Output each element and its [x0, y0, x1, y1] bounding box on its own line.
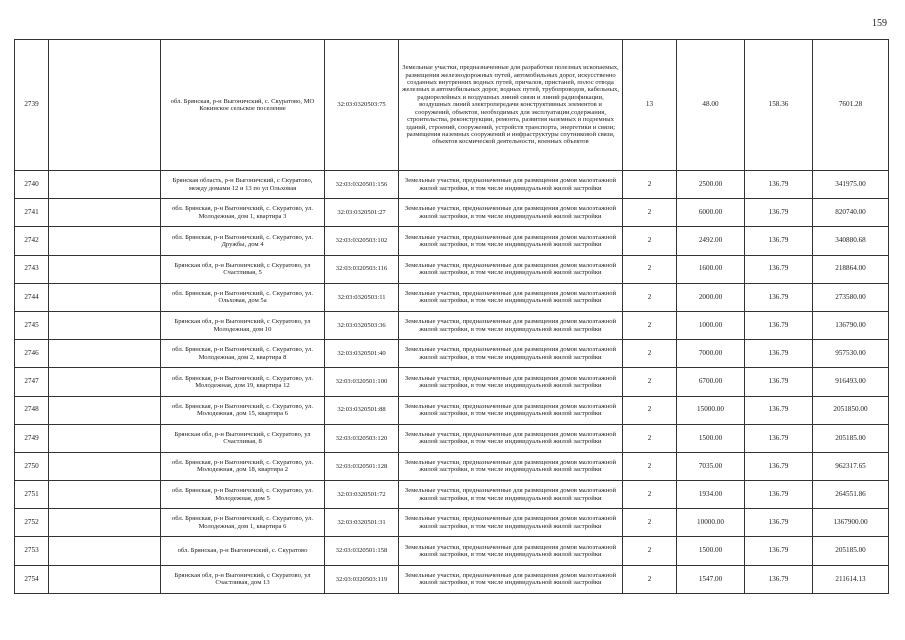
cadastral-number-cell: 32:03:0320503:102: [325, 227, 399, 255]
blank-cell: [49, 40, 161, 171]
purpose-cell: Земельные участки, предназначенные для размещения домов малоэтажной жилой застройки, в том числе индивидуальной жилой застройки: [399, 565, 623, 593]
rate-cell: 136.79: [745, 396, 813, 424]
blank-cell: [49, 424, 161, 452]
purpose-cell: Земельные участки, предназначенные для размещения домов малоэтажной жилой застройки, в том числе индивидуальной жилой застройки: [399, 283, 623, 311]
row-number: 2745: [15, 311, 49, 339]
land-type-cell: 2: [623, 311, 677, 339]
purpose-cell: Земельные участки, предназначенные для размещения домов малоэтажной жилой застройки, в том числе индивидуальной жилой застройки: [399, 227, 623, 255]
land-type-cell: 2: [623, 368, 677, 396]
table-row: [15, 199, 889, 227]
rate-cell: 136.79: [745, 171, 813, 199]
blank-cell: [49, 311, 161, 339]
address-cell: обл. Брянская, р-н Выгоничский, с. Скуратово, МО Кокинское сельское поселение: [161, 40, 325, 171]
purpose-cell: Земельные участки, предназначенные для размещения домов малоэтажной жилой застройки, в том числе индивидуальной жилой застройки: [399, 340, 623, 368]
area-cell: 2500.00: [677, 171, 745, 199]
purpose-cell: Земельные участки, предназначенные для размещения домов малоэтажной жилой застройки, в том числе индивидуальной жилой застройки: [399, 171, 623, 199]
page-number: 159: [872, 18, 887, 29]
table-row: [15, 481, 889, 509]
row-number: 2741: [15, 199, 49, 227]
cost-cell: 2051850.00: [813, 396, 889, 424]
area-cell: 1934.00: [677, 481, 745, 509]
row-number: 2748: [15, 396, 49, 424]
cadastral-number-cell: 32:03:0320501:72: [325, 481, 399, 509]
row-number: 2743: [15, 255, 49, 283]
table-row: [15, 255, 889, 283]
area-cell: 1547.00: [677, 565, 745, 593]
row-number: 2739: [15, 40, 49, 171]
address-cell: обл. Брянская, р-н Выгоничский, с. Скуратово, ул. Молодежная, дом 18, квартира 2: [161, 452, 325, 480]
row-number: 2740: [15, 171, 49, 199]
purpose-cell: Земельные участки, предназначенные для размещения домов малоэтажной жилой застройки, в том числе индивидуальной жилой застройки: [399, 537, 623, 565]
area-cell: 1600.00: [677, 255, 745, 283]
area-cell: 48.00: [677, 40, 745, 171]
cost-cell: 340880.68: [813, 227, 889, 255]
rate-cell: 136.79: [745, 452, 813, 480]
address-cell: обл. Брянская, р-н Выгоничский, с. Скуратово: [161, 537, 325, 565]
rate-cell: 158.36: [745, 40, 813, 171]
purpose-cell: Земельные участки, предназначенные для размещения домов малоэтажной жилой застройки, в том числе индивидуальной жилой застройки: [399, 424, 623, 452]
cadastral-number-cell: 32:03:0320503:119: [325, 565, 399, 593]
cost-cell: 205185.00: [813, 537, 889, 565]
row-number: 2746: [15, 340, 49, 368]
table-body: [15, 40, 889, 594]
table-row: [15, 171, 889, 199]
row-number: 2747: [15, 368, 49, 396]
table-row: [15, 509, 889, 537]
land-type-cell: 2: [623, 283, 677, 311]
cadastral-number-cell: 32:03:0320503:11: [325, 283, 399, 311]
rate-cell: 136.79: [745, 340, 813, 368]
purpose-cell: Земельные участки, предназначенные для размещения домов малоэтажной жилой застройки, в том числе индивидуальной жилой застройки: [399, 368, 623, 396]
rate-cell: 136.79: [745, 424, 813, 452]
blank-cell: [49, 171, 161, 199]
blank-cell: [49, 227, 161, 255]
land-type-cell: 2: [623, 340, 677, 368]
land-type-cell: 2: [623, 171, 677, 199]
purpose-cell: Земельные участки, предназначенные для размещения домов малоэтажной жилой застройки, в том числе индивидуальной жилой застройки: [399, 509, 623, 537]
cadastral-number-cell: 32:03:0320501:31: [325, 509, 399, 537]
area-cell: 1000.00: [677, 311, 745, 339]
area-cell: 2492.00: [677, 227, 745, 255]
row-number: 2751: [15, 481, 49, 509]
address-cell: Брянская обл, р-н Выгоничский, с Скуратово, ул Молодежная, дом 10: [161, 311, 325, 339]
area-cell: 7035.00: [677, 452, 745, 480]
blank-cell: [49, 396, 161, 424]
row-number: 2744: [15, 283, 49, 311]
address-cell: обл. Брянская, р-н Выгоничский, с. Скуратово, ул. Молодежная, дом 15, квартира 6: [161, 396, 325, 424]
cost-cell: 820740.00: [813, 199, 889, 227]
table-row: [15, 311, 889, 339]
purpose-cell: Земельные участки, предназначенные для размещения домов малоэтажной жилой застройки, в том числе индивидуальной жилой застройки: [399, 396, 623, 424]
cadastral-number-cell: 32:03:0320501:27: [325, 199, 399, 227]
cadastral-number-cell: 32:03:0320501:158: [325, 537, 399, 565]
address-cell: обл. Брянская, р-н Выгоничский, с. Скуратово, ул. Молодежная, дом 19, квартира 12: [161, 368, 325, 396]
purpose-cell: Земельные участки, предназначенные для размещения домов малоэтажной жилой застройки, в том числе индивидуальной жилой застройки: [399, 481, 623, 509]
cadastral-number-cell: 32:03:0320501:40: [325, 340, 399, 368]
land-type-cell: 2: [623, 452, 677, 480]
table-row: [15, 537, 889, 565]
blank-cell: [49, 481, 161, 509]
address-cell: обл. Брянская, р-н Выгоничский, с. Скуратово, ул. Молодежная, дом 1, квартира 6: [161, 509, 325, 537]
cadastral-value-table: [14, 39, 889, 594]
area-cell: 2000.00: [677, 283, 745, 311]
cost-cell: 273580.00: [813, 283, 889, 311]
land-type-cell: 2: [623, 255, 677, 283]
table-row: [15, 40, 889, 171]
rate-cell: 136.79: [745, 227, 813, 255]
land-type-cell: 2: [623, 537, 677, 565]
cost-cell: 136790.00: [813, 311, 889, 339]
blank-cell: [49, 509, 161, 537]
rate-cell: 136.79: [745, 509, 813, 537]
rate-cell: 136.79: [745, 481, 813, 509]
rate-cell: 136.79: [745, 199, 813, 227]
cost-cell: 962317.65: [813, 452, 889, 480]
table-row: [15, 227, 889, 255]
cost-cell: 205185.00: [813, 424, 889, 452]
purpose-cell: Земельные участки, предназначенные для размещения домов малоэтажной жилой застройки, в том числе индивидуальной жилой застройки: [399, 452, 623, 480]
cost-cell: 7601.28: [813, 40, 889, 171]
area-cell: 7000.00: [677, 340, 745, 368]
land-type-cell: 2: [623, 481, 677, 509]
row-number: 2749: [15, 424, 49, 452]
row-number: 2754: [15, 565, 49, 593]
row-number: 2750: [15, 452, 49, 480]
address-cell: Брянская обл, р-н Выгоничский, с Скуратово, ул Счастливая, 8: [161, 424, 325, 452]
table-row: [15, 452, 889, 480]
area-cell: 6000.00: [677, 199, 745, 227]
rate-cell: 136.79: [745, 565, 813, 593]
blank-cell: [49, 452, 161, 480]
rate-cell: 136.79: [745, 368, 813, 396]
table-row: [15, 565, 889, 593]
land-type-cell: 2: [623, 565, 677, 593]
cadastral-number-cell: 32:03:0320501:100: [325, 368, 399, 396]
area-cell: 6700.00: [677, 368, 745, 396]
blank-cell: [49, 565, 161, 593]
blank-cell: [49, 199, 161, 227]
area-cell: 15000.00: [677, 396, 745, 424]
blank-cell: [49, 283, 161, 311]
cadastral-number-cell: 32:03:0320503:116: [325, 255, 399, 283]
address-cell: обл. Брянская, р-н Выгоничский, с. Скуратово, ул. Молодежная, дом 1, квартира 3: [161, 199, 325, 227]
cost-cell: 916493.00: [813, 368, 889, 396]
table-row: [15, 424, 889, 452]
table-row: [15, 283, 889, 311]
rate-cell: 136.79: [745, 255, 813, 283]
cost-cell: 264551.86: [813, 481, 889, 509]
area-cell: 1500.00: [677, 537, 745, 565]
cost-cell: 957530.00: [813, 340, 889, 368]
rate-cell: 136.79: [745, 283, 813, 311]
table-row: [15, 368, 889, 396]
blank-cell: [49, 340, 161, 368]
address-cell: обл. Брянская, р-н Выгоничский, с. Скуратово, ул. Молодежная, дом 5: [161, 481, 325, 509]
blank-cell: [49, 368, 161, 396]
blank-cell: [49, 255, 161, 283]
area-cell: 1500.00: [677, 424, 745, 452]
area-cell: 10000.00: [677, 509, 745, 537]
cost-cell: 341975.00: [813, 171, 889, 199]
land-type-cell: 2: [623, 199, 677, 227]
address-cell: обл. Брянская, р-н Выгоничский, с. Скуратово, ул. Ольховая, дом 5а: [161, 283, 325, 311]
cadastral-number-cell: 32:03:0320501:88: [325, 396, 399, 424]
cost-cell: 218864.00: [813, 255, 889, 283]
land-type-cell: 2: [623, 424, 677, 452]
blank-cell: [49, 537, 161, 565]
address-cell: Брянская область, р-н Выгоничский, с Скуратово, между домами 12 и 13 по ул Ольховая: [161, 171, 325, 199]
purpose-cell: Земельные участки, предназначенные для разработки полезных ископаемых, размещения железнодорожных путей, автомобильных дорог, искусственно созданных внутренних водных путей, причалов, пристаней, полос отвода железных и автомобильных дорог, водных путей, трубопроводов, кабельных, радиорелейных и воздушных линий связи и линий радиофикации, воздушных линий электропередачи конструктивных элементов и сооружений, объектов, необходимых для эксплуатации,содержания, строительства, реконструкции, ремонта, развития наземных и подземных зданий, строений, сооружений, устройств транспорта, энергетики и связи; размещения наземных сооружений и инфраструктуры спутниковой связи, объектов космической деятельности, военных объектов: [399, 40, 623, 171]
purpose-cell: Земельные участки, предназначенные для размещения домов малоэтажной жилой застройки, в том числе индивидуальной жилой застройки: [399, 311, 623, 339]
land-type-cell: 13: [623, 40, 677, 171]
cadastral-number-cell: 32:03:0320503:75: [325, 40, 399, 171]
address-cell: обл. Брянская, р-н Выгоничский, с. Скуратово, ул. Молодежная, дом 2, квартира 8: [161, 340, 325, 368]
cadastral-number-cell: 32:03:0320503:120: [325, 424, 399, 452]
table-row: [15, 396, 889, 424]
row-number: 2742: [15, 227, 49, 255]
rate-cell: 136.79: [745, 537, 813, 565]
land-type-cell: 2: [623, 509, 677, 537]
cadastral-number-cell: 32:03:0320503:36: [325, 311, 399, 339]
rate-cell: 136.79: [745, 311, 813, 339]
cadastral-number-cell: 32:03:0320501:156: [325, 171, 399, 199]
purpose-cell: Земельные участки, предназначенные для размещения домов малоэтажной жилой застройки, в том числе индивидуальной жилой застройки: [399, 255, 623, 283]
purpose-cell: Земельные участки, предназначенные для размещения домов малоэтажной жилой застройки, в том числе индивидуальной жилой застройки: [399, 199, 623, 227]
row-number: 2753: [15, 537, 49, 565]
table-row: [15, 340, 889, 368]
land-type-cell: 2: [623, 396, 677, 424]
land-type-cell: 2: [623, 227, 677, 255]
address-cell: Брянская обл, р-н Выгоничский, с Скуратово, ул Счастливая, 5: [161, 255, 325, 283]
address-cell: Брянская обл, р-н Выгоничский, с Скуратово, ул Счастливая, дом 13: [161, 565, 325, 593]
address-cell: обл. Брянская, р-н Выгоничский, с. Скуратово, ул. Дружбы, дом 4: [161, 227, 325, 255]
row-number: 2752: [15, 509, 49, 537]
cost-cell: 211614.13: [813, 565, 889, 593]
cadastral-number-cell: 32:03:0320501:128: [325, 452, 399, 480]
cost-cell: 1367900.00: [813, 509, 889, 537]
